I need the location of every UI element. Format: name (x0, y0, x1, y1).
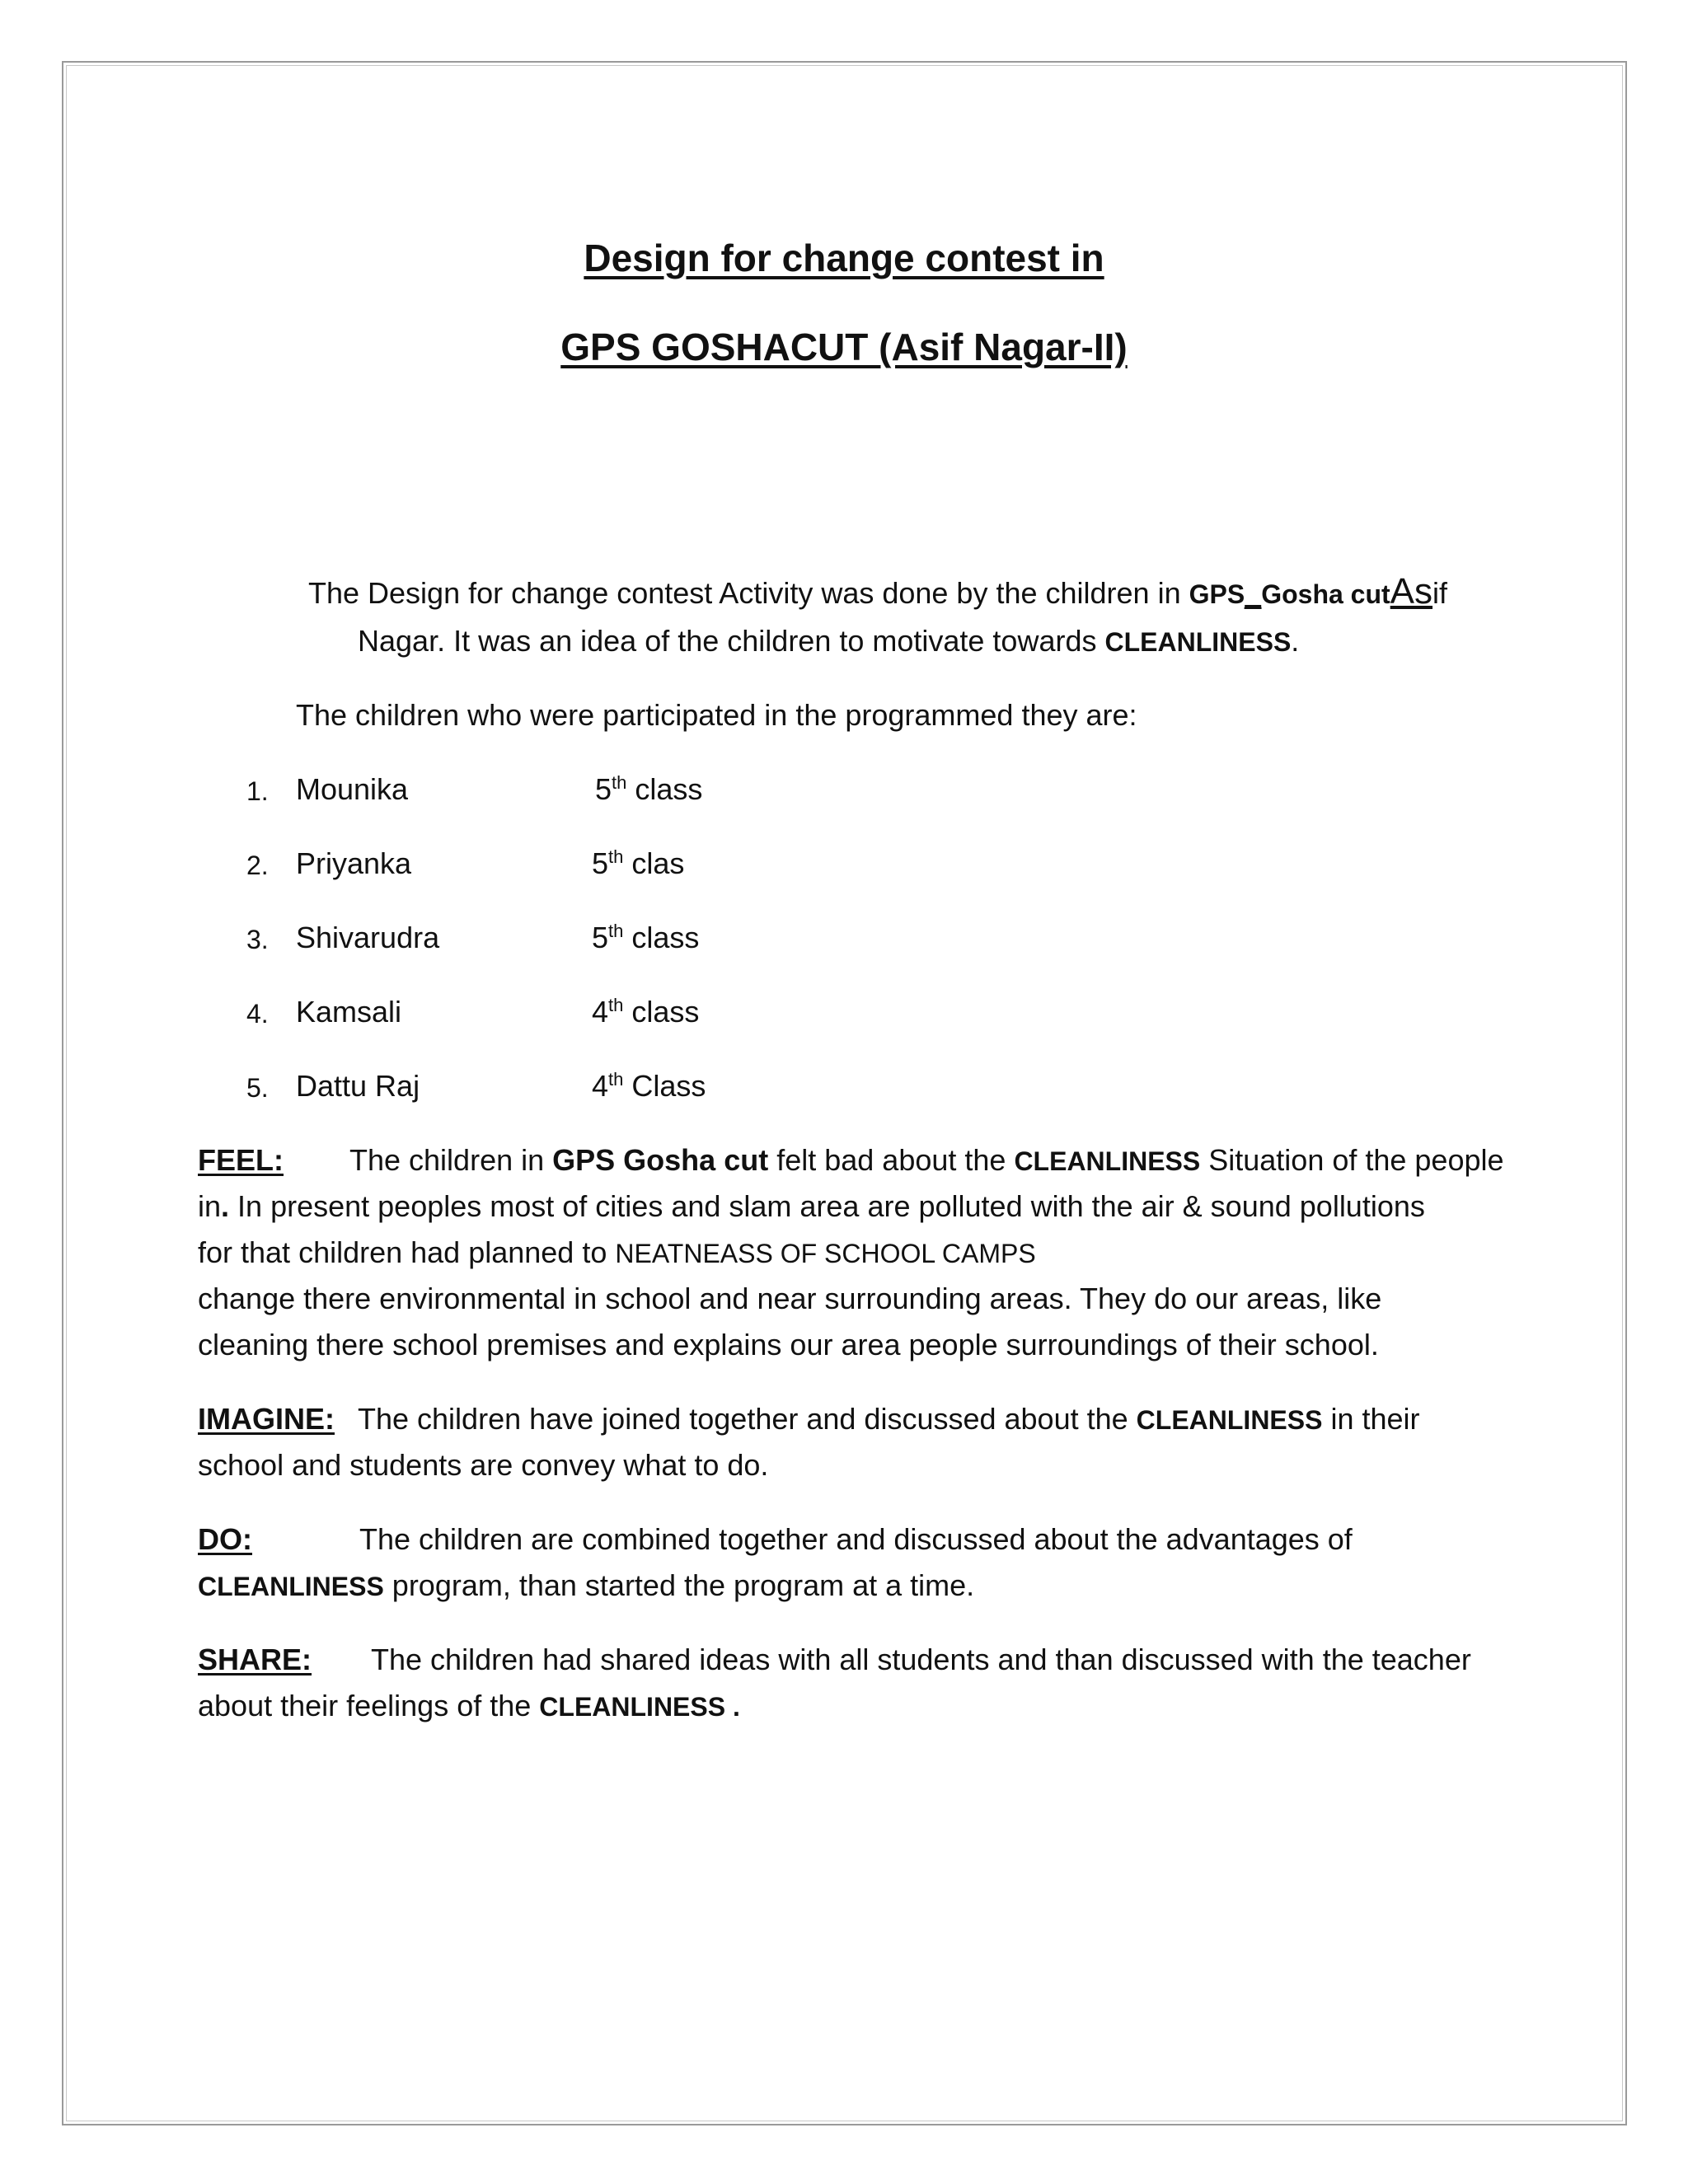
participant-class (592, 989, 699, 1035)
title-line-1: Design for change contest in (584, 237, 1104, 279)
participant-name: Mounika (296, 772, 409, 806)
imagine-heading: IMAGINE: (198, 1402, 335, 1436)
class-word: clas (623, 846, 685, 880)
class-number: 5 (592, 921, 609, 954)
list-item-number: 1. (246, 776, 269, 806)
participant-class (592, 915, 699, 961)
imagine-text: The children have joined together and discussed about the (358, 1402, 1137, 1436)
participant-class (592, 841, 684, 887)
class-suffix: th (612, 772, 627, 793)
intro-period: . (1291, 624, 1300, 658)
do-line-2 (198, 1563, 974, 1610)
imagine-text: in their (1322, 1402, 1420, 1436)
feel-line-5: cleaning there school premises and explains our area people surroundings of their school. (198, 1328, 1379, 1361)
intro-underscore: _ (1245, 576, 1262, 610)
participant-name: Priyanka (296, 846, 412, 880)
feel-text: In present peoples most of cities and slam area are polluted with the air & sound pollutions (229, 1189, 1425, 1223)
feel-school: GPS Gosha cut (552, 1143, 769, 1177)
participant-class (595, 766, 702, 813)
intro-line-2 (358, 618, 1299, 665)
participant-name: Dattu Raj (296, 1069, 420, 1103)
do-cleanliness: CLEANLINESS (198, 1572, 384, 1601)
class-suffix: th (608, 846, 624, 867)
class-number: 4 (592, 1069, 609, 1103)
title-line-2: GPS GOSHACUT (Asif Nagar-II) (560, 326, 1128, 368)
participant-class (592, 1063, 706, 1109)
class-word: class (626, 772, 703, 806)
class-suffix: th (608, 921, 624, 941)
feel-text: Situation of the people (1200, 1143, 1504, 1177)
share-line-2 (198, 1683, 740, 1730)
share-line-1 (198, 1637, 1471, 1683)
class-word: class (623, 995, 700, 1029)
feel-neatness: NEATNEASS OF SCHOOL CAMPS (615, 1239, 1036, 1268)
do-line-1 (198, 1516, 1353, 1563)
list-item-number: 4. (246, 999, 269, 1029)
do-heading: DO: (198, 1522, 252, 1556)
imagine-line-1 (198, 1396, 1420, 1443)
feel-text: in (198, 1189, 222, 1223)
share-text: The children had shared ideas with all students and than discussed with the teacher (371, 1643, 1471, 1676)
do-text: program, than started the program at a time. (383, 1568, 975, 1602)
class-suffix: th (608, 1069, 624, 1090)
list-item-number: 5. (246, 1073, 269, 1103)
imagine-line-2: school and students are convey what to do. (198, 1448, 769, 1482)
class-number: 4 (592, 995, 609, 1029)
intro-line-1 (308, 569, 1447, 617)
class-number: 5 (592, 846, 609, 880)
feel-line-2 (198, 1183, 1425, 1230)
class-suffix: th (608, 995, 624, 1015)
feel-text: The children in (349, 1143, 553, 1177)
feel-line-4: change there environmental in school and near surrounding areas. They do our areas, like (198, 1282, 1382, 1315)
class-word: Class (623, 1069, 706, 1103)
intro-cleanliness: CLEANLINESS (1104, 627, 1292, 657)
feel-cleanliness: CLEANLINESS (1014, 1146, 1201, 1176)
feel-dot: . (221, 1189, 230, 1223)
class-number: 5 (595, 772, 612, 806)
feel-heading: FEEL: (198, 1143, 284, 1177)
intro-line2-text: Nagar. It was an idea of the children to motivate towards (358, 624, 1105, 658)
share-cleanliness: CLEANLINESS . (539, 1692, 740, 1722)
share-text: about their feelings of the (198, 1689, 540, 1722)
intro-school-gps: GPS (1189, 579, 1245, 609)
feel-text: for that children had planned to (198, 1235, 616, 1269)
class-word: class (623, 921, 700, 954)
intro-if: if (1432, 576, 1448, 610)
participant-name: Kamsali (296, 995, 402, 1029)
participant-name: Shivarudra (296, 921, 440, 954)
intro-text: The Design for change contest Activity was done by the children in (308, 576, 1189, 610)
imagine-cleanliness: CLEANLINESS (1136, 1405, 1323, 1435)
participants-intro: The children who were participated in the programmed they are: (296, 698, 1137, 732)
share-heading: SHARE: (198, 1643, 312, 1676)
intro-school-name: Gosha cut (1261, 579, 1390, 609)
feel-text: felt bad about the (768, 1143, 1015, 1177)
do-text: The children are combined together and discussed about the advantages of (359, 1522, 1353, 1556)
feel-line-1 (198, 1137, 1504, 1184)
list-item-number: 3. (246, 925, 269, 954)
feel-line-3 (198, 1230, 1036, 1277)
list-item-number: 2. (246, 851, 269, 880)
intro-as: As (1390, 571, 1433, 612)
